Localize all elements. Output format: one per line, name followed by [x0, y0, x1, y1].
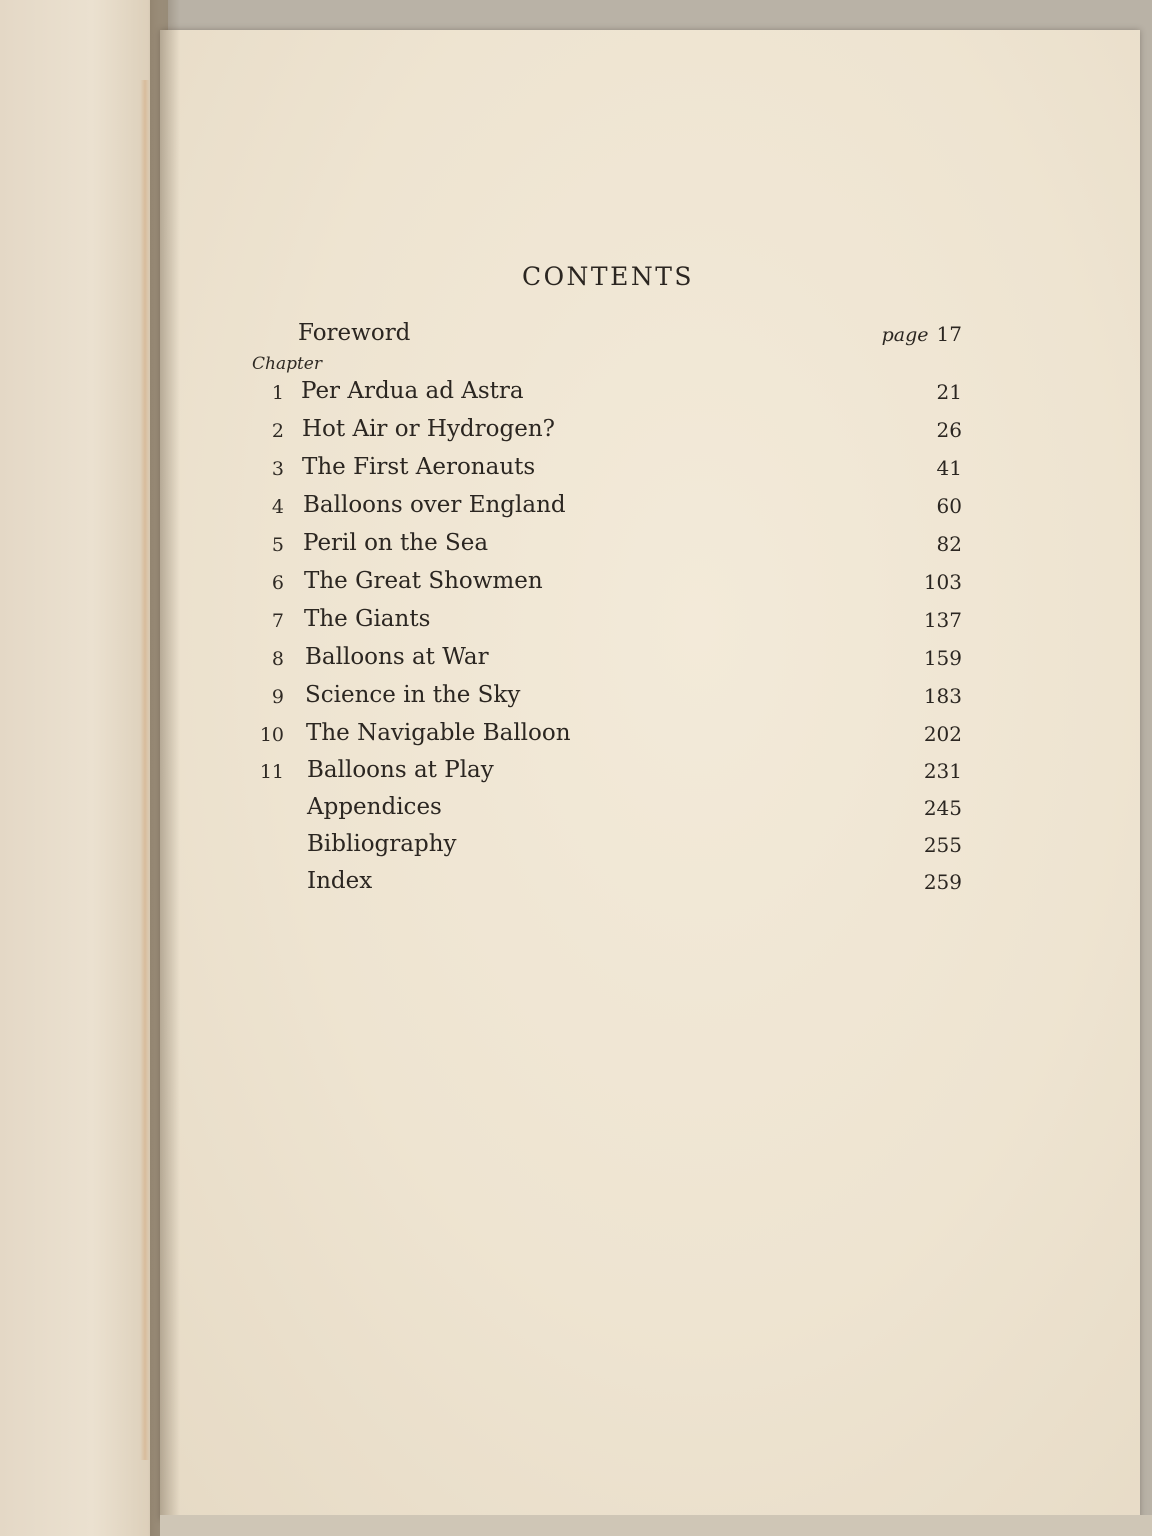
chapter-number: 4 — [271, 496, 284, 518]
toc-entry-page: 82 — [936, 532, 962, 556]
toc-entry-title: Peril on the Sea — [303, 530, 489, 556]
toc-entry-page: 60 — [936, 494, 962, 518]
chapter-number: 5 — [271, 534, 284, 556]
toc-entry-title: Index — [307, 868, 373, 894]
chapter-number: 8 — [271, 648, 284, 670]
chapter-number: 11 — [259, 761, 284, 783]
toc-entry-title: Per Ardua ad Astra — [301, 378, 524, 404]
toc-row-foreword — [0, 320, 1152, 356]
toc-entry-title: Balloons at Play — [307, 757, 494, 783]
chapter-number: 9 — [271, 686, 284, 708]
chapter-number: 3 — [271, 458, 284, 480]
toc-entry-title: The Giants — [304, 606, 431, 632]
page-word: page — [881, 324, 929, 346]
toc-row-chapter — [0, 757, 1152, 793]
toc-row-chapter — [0, 568, 1152, 604]
toc-row-chapter — [0, 492, 1152, 528]
toc-row-chapter — [0, 682, 1152, 718]
toc-entry-title: Science in the Sky — [305, 682, 521, 708]
toc-row-chapter — [0, 416, 1152, 452]
toc-entry-page: 26 — [936, 418, 962, 442]
toc-entry-title: The First Aeronauts — [302, 454, 536, 480]
toc-entry-title: Foreword — [298, 320, 411, 346]
toc-row-chapter — [0, 454, 1152, 490]
page-bottom-edge — [160, 1515, 1152, 1536]
toc-entry-title: Balloons at War — [305, 644, 489, 670]
toc-row-chapter — [0, 720, 1152, 756]
toc-row-appendices — [0, 794, 1152, 830]
chapter-number: 7 — [271, 610, 284, 632]
toc-entry-page: 255 — [923, 833, 962, 857]
contents-heading: CONTENTS — [521, 262, 695, 291]
toc-entry-page: 245 — [923, 796, 962, 820]
toc-row-chapter — [0, 378, 1152, 414]
chapter-column-label: Chapter — [252, 354, 322, 374]
toc-entry-title: The Great Showmen — [304, 568, 543, 594]
toc-entry-page: 137 — [923, 608, 962, 632]
toc-entry-page: 202 — [923, 722, 962, 746]
toc-row-chapter — [0, 644, 1152, 680]
toc-entry-title: Hot Air or Hydrogen? — [302, 416, 555, 442]
toc-entry-title: Bibliography — [307, 831, 457, 857]
toc-entry-title: Appendices — [307, 794, 442, 820]
toc-row-chapter — [0, 530, 1152, 566]
toc-row-index — [0, 868, 1152, 904]
chapter-number: 10 — [259, 724, 284, 746]
toc-entry-page: 159 — [923, 646, 962, 670]
toc-entry-page: 41 — [936, 456, 962, 480]
chapter-number: 6 — [271, 572, 284, 594]
toc-entry-page: 21 — [936, 380, 962, 404]
toc-row-bibliography — [0, 831, 1152, 867]
toc-row-chapter — [0, 606, 1152, 642]
toc-entry-title: Balloons over England — [303, 492, 566, 518]
toc-entry-title: The Navigable Balloon — [306, 720, 571, 746]
page-number: 17 — [936, 322, 962, 346]
chapter-number: 2 — [271, 420, 284, 442]
toc-entry-page: 183 — [923, 684, 962, 708]
toc-entry-page — [882, 322, 962, 346]
toc-entry-page: 103 — [923, 570, 962, 594]
toc-entry-page: 231 — [923, 759, 962, 783]
chapter-number: 1 — [271, 382, 284, 404]
toc-entry-page: 259 — [923, 870, 962, 894]
